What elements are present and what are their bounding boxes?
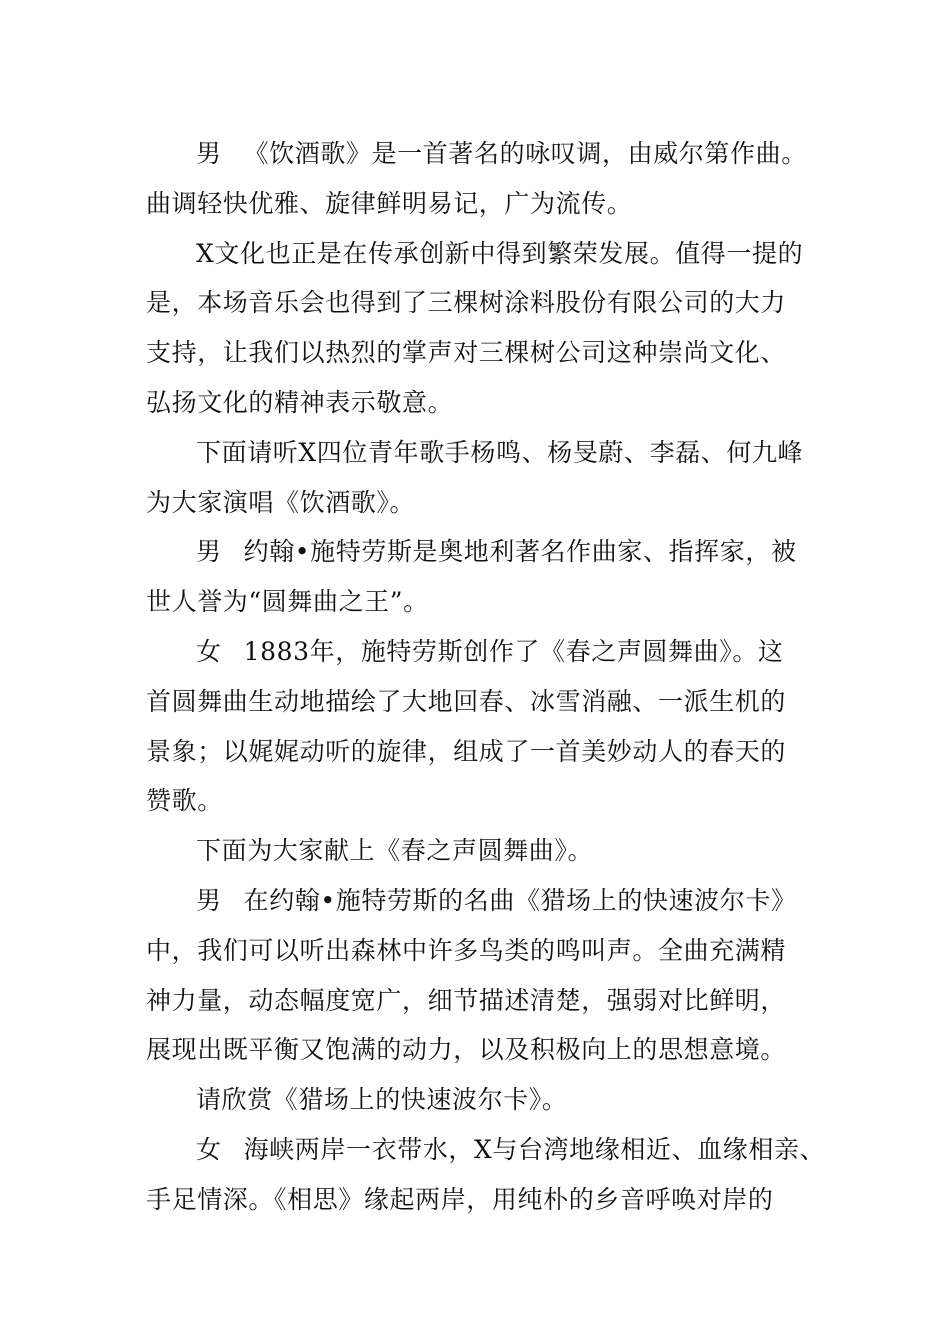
line-text: 在约翰•施特劳斯的名曲《猎场上的快速波尔卡》 (243, 885, 797, 915)
text-line (146, 1025, 826, 1075)
speaker-label: 男 (196, 139, 222, 168)
text-line (146, 328, 826, 378)
line-text: 约翰•施特劳斯是奥地利著名作曲家、指挥家，被 (243, 537, 797, 567)
text-line (146, 478, 826, 528)
line-text: 中，我们可以听出森林中许多鸟类的鸣叫声。全曲充满精 (146, 935, 787, 965)
text-line (146, 1075, 826, 1125)
line-text: 1883年，施特劳斯创作了《春之声圆舞曲》。这 (243, 636, 784, 666)
text-line (146, 278, 826, 328)
line-text: 神力量，动态幅度宽广，细节描述清楚，强弱对比鲜明， (146, 985, 787, 1015)
text-line (146, 627, 826, 677)
line-text: 景象；以娓娓动听的旋律，组成了一首美妙动人的春天的 (146, 736, 787, 766)
line-text: 首圆舞曲生动地描绘了大地回春、冰雪消融、一派生机的 (146, 686, 787, 716)
text-line (146, 776, 826, 826)
line-text: 支持，让我们以热烈的掌声对三棵树公司这种崇尚文化、 (146, 338, 787, 368)
speaker-label: 女 (196, 1134, 222, 1164)
line-text: 《饮酒歌》是一首著名的咏叹调，由威尔第作曲。 (243, 139, 807, 168)
line-text: 请欣赏《猎场上的快速波尔卡》。 (196, 1085, 568, 1115)
line-text: 弘扬文化的精神表示敬意。 (146, 387, 454, 417)
line-text: 下面为大家献上《春之声圆舞曲》。 (196, 836, 594, 866)
script-text (146, 129, 826, 1225)
text-line (146, 976, 826, 1026)
text-line (146, 179, 826, 229)
line-text: 手足情深。《相思》缘起两岸，用纯朴的乡音呼唤对岸的 (146, 1184, 774, 1214)
line-text: 下面请听X四位青年歌手杨鸣、杨旻蔚、李磊、何九峰 (196, 437, 804, 467)
text-line (146, 527, 826, 577)
text-line (146, 1125, 826, 1175)
text-line (146, 876, 826, 926)
speaker-label: 男 (196, 537, 222, 567)
line-text: 曲调轻快优雅、旋律鲜明易记，广为流传。 (146, 188, 633, 218)
text-line (146, 577, 826, 627)
text-line (146, 378, 826, 428)
line-text: 展现出既平衡又饱满的动力，以及积极向上的思想意境。 (146, 1035, 787, 1065)
line-text: 海峡两岸一衣带水，X与台湾地缘相近、血缘相亲、 (243, 1134, 826, 1164)
text-line (146, 1175, 826, 1225)
line-text: 赞歌。 (146, 786, 223, 816)
text-line (146, 926, 826, 976)
line-text: X文化也正是在传承创新中得到繁荣发展。值得一提的 (196, 238, 804, 268)
text-line (146, 229, 826, 279)
text-line (146, 826, 826, 876)
speaker-label: 女 (196, 636, 222, 666)
line-text: 为大家演唱《饮酒歌》。 (146, 487, 416, 517)
line-text: 世人誉为“圆舞曲之王”。 (146, 587, 429, 617)
speaker-label: 男 (196, 885, 222, 915)
line-text: 是，本场音乐会也得到了三棵树涂料股份有限公司的大力 (146, 288, 787, 318)
text-line (146, 677, 826, 727)
text-line (146, 129, 826, 179)
text-line (146, 428, 826, 478)
text-line (146, 727, 826, 777)
